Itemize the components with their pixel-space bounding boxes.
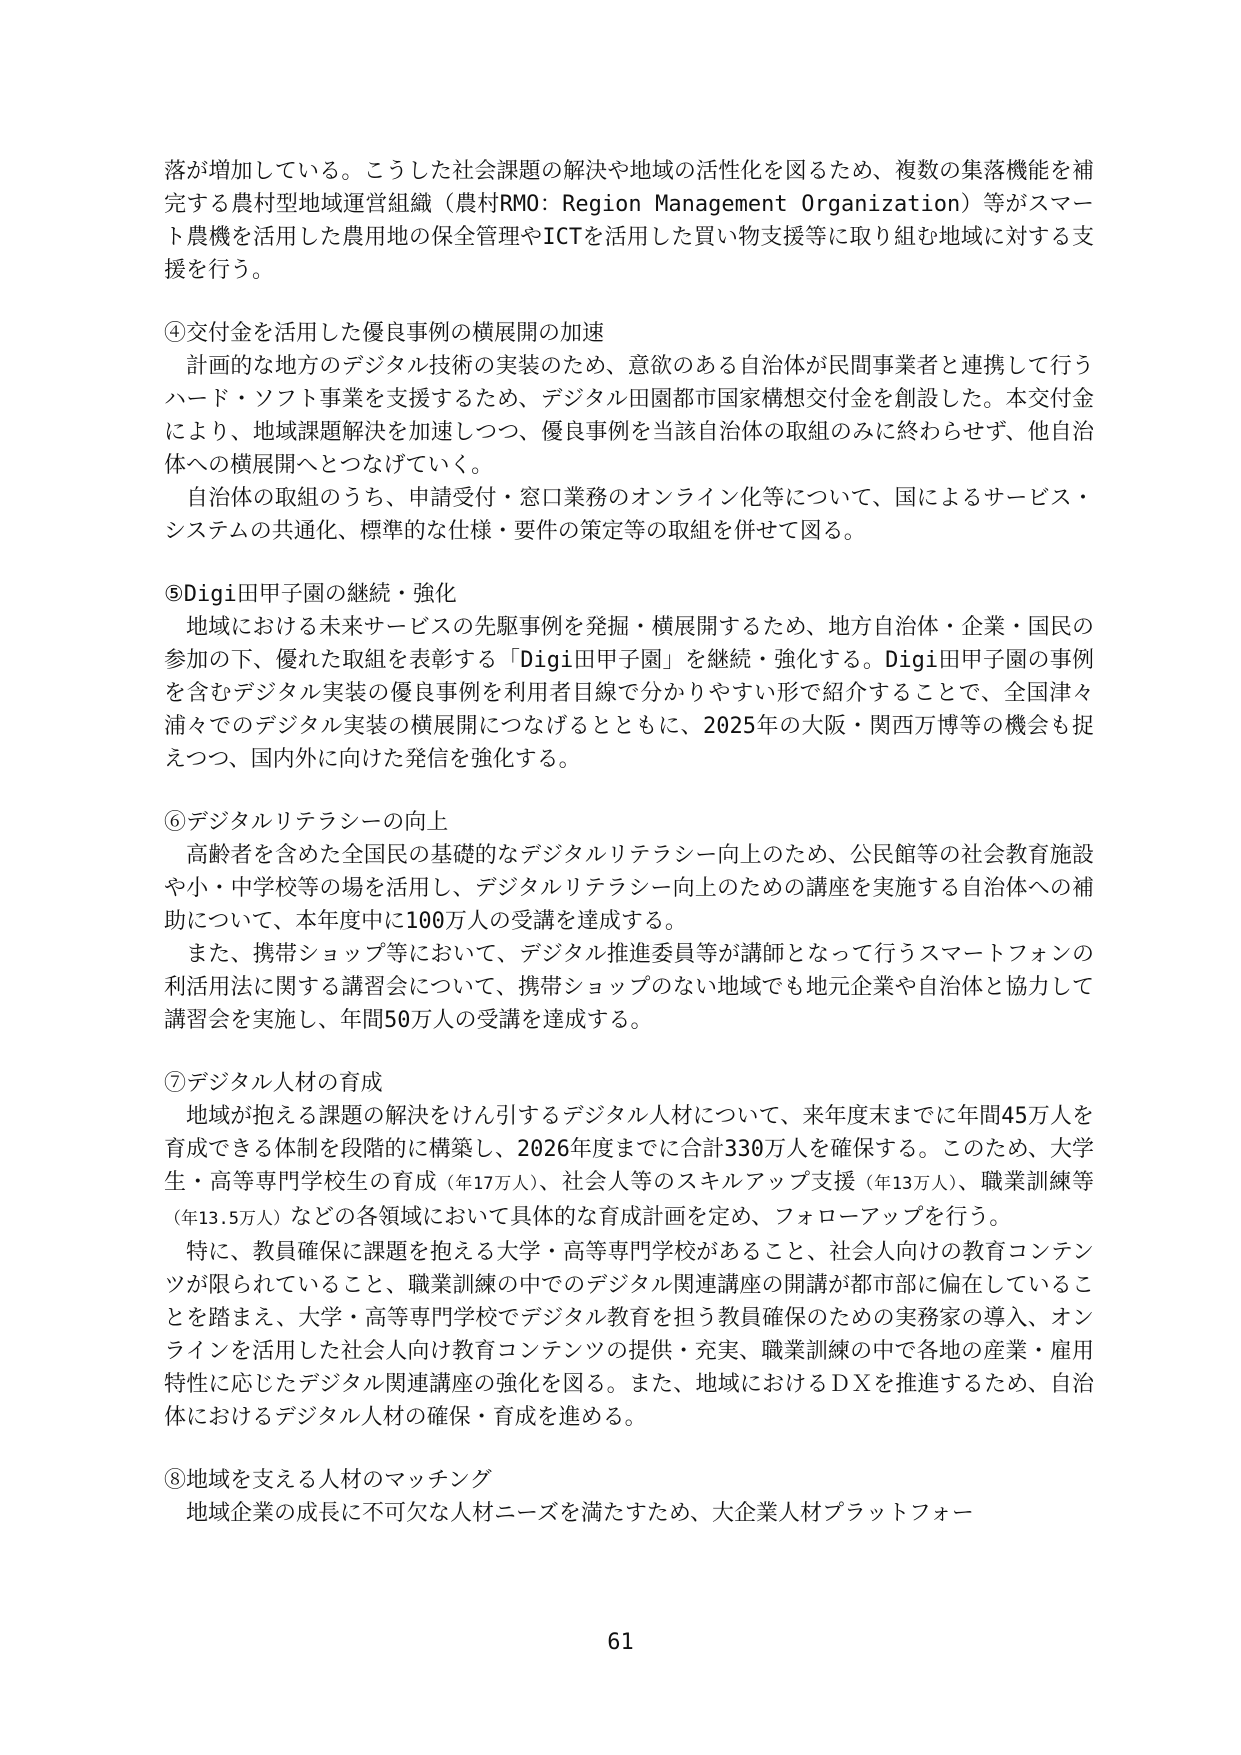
section-7-text-b: 、社会人等のスキルアップ支援	[539, 1170, 857, 1195]
section-6-paragraph-2: また、携帯ショップ等において、デジタル推進委員等が講師となって行うスマートフォンの利活用法に関する講習会について、携帯ショップのない地域でも地元企業や自治体と協力して講習会を実施し、年間50万人の受講を達成する。	[164, 942, 1094, 1033]
section-4-paragraph-2: 自治体の取組のうち、申請受付・窓口業務のオンライン化等について、国によるサービス・システムの共通化、標準的な仕様・要件の策定等の取組を併せて図る。	[164, 486, 1094, 544]
section-8-paragraph-1: 地域企業の成長に不可欠な人材ニーズを満たすため、大企業人材プラットフォー	[186, 1501, 974, 1526]
section-7-text-c: 、職業訓練等	[958, 1170, 1094, 1195]
section-gap	[164, 776, 1094, 806]
section-7-paragraph-2: 特に、教員確保に課題を抱える大学・高等専門学校があること、社会人向けの教育コンテンツが限られていること、職業訓練の中でのデジタル関連講座の開講が都市部に偏在していることを踏まえ、大学・高等専門学校でデジタル教育を担う教員確保のための実務家の導入、オンラインを活用した社会人向け教育コンテンツの提供・充実、職業訓練の中で各地の産業・雇用特性に応じたデジタル関連講座の強化を図る。また、地域におけるＤＸを推進するため、自治体におけるデジタル人材の確保・育成を進める。	[164, 1240, 1094, 1430]
section-7-paragraph-1	[164, 1100, 1094, 1236]
section-5-heading: ⑤Digi田甲子園の継続・強化	[164, 582, 457, 607]
page-number: 61	[607, 1630, 634, 1655]
section-gap	[164, 1434, 1094, 1464]
section-6-paragraph-1: 高齢者を含めた全国民の基礎的なデジタルリテラシー向上のため、公民館等の社会教育施設や小・中学校等の場を活用し、デジタルリテラシー向上のための講座を実施する自治体への補助について、本年度中に100万人の受講を達成する。	[164, 843, 1094, 934]
section-7-text-d: などの各領域において具体的な育成計画を定め、フォローアップを行う。	[289, 1205, 1012, 1230]
document-body	[164, 155, 1094, 1530]
section-7-note-1: （年17万人）	[437, 1174, 540, 1194]
section-7-note-2: （年13万人）	[856, 1174, 959, 1194]
section-4-heading: ④交付金を活用した優良事例の横展開の加速	[164, 321, 605, 346]
section-7-note-3: （年13.5万人）	[164, 1209, 290, 1229]
section-5-paragraph-1: 地域における未来サービスの先駆事例を発掘・横展開するため、地方自治体・企業・国民の参加の下、優れた取組を表彰する「Digi田甲子園」を継続・強化する。Digi田甲子園の事例を含むデジタル実装の優良事例を利用者目線で分かりやすい形で紹介することで、全国津々浦々でのデジタル実装の横展開につなげるとともに、2025年の大阪・関西万博等の機会も捉えつつ、国内外に向けた発信を強化する。	[164, 615, 1094, 772]
section-gap	[164, 1037, 1094, 1067]
section-8-heading: ⑧地域を支える人材のマッチング	[164, 1468, 492, 1493]
section-7-heading: ⑦デジタル人材の育成	[164, 1071, 383, 1096]
section-4-paragraph-1: 計画的な地方のデジタル技術の実装のため、意欲のある自治体が民間事業者と連携して行うハード・ソフト事業を支援するため、デジタル田園都市国家構想交付金を創設した。本交付金により、地域課題解決を加速しつつ、優良事例を当該自治体の取組のみに終わらせず、他自治体への横展開へとつなげていく。	[164, 354, 1094, 478]
section-gap	[164, 548, 1094, 578]
section-gap	[164, 287, 1094, 317]
intro-paragraph: 落が増加している。こうした社会課題の解決や地域の活性化を図るため、複数の集落機能を補完する農村型地域運営組織（農村RMO：Region Management Organization）等がスマート農機を活用した農用地の保全管理やICTを活用した買い物支援等に取り組む地域に対する支援を行う。	[164, 159, 1094, 283]
section-7-text-a: 地域が抱える課題の解決をけん引するデジタル人材について、来年度末までに年間45万人を育成できる体制を段階的に構築し、2026年度までに合計330万人を確保する。このため、大学生・高等専門学校生の育成	[164, 1104, 1094, 1195]
section-6-heading: ⑥デジタルリテラシーの向上	[164, 810, 449, 835]
